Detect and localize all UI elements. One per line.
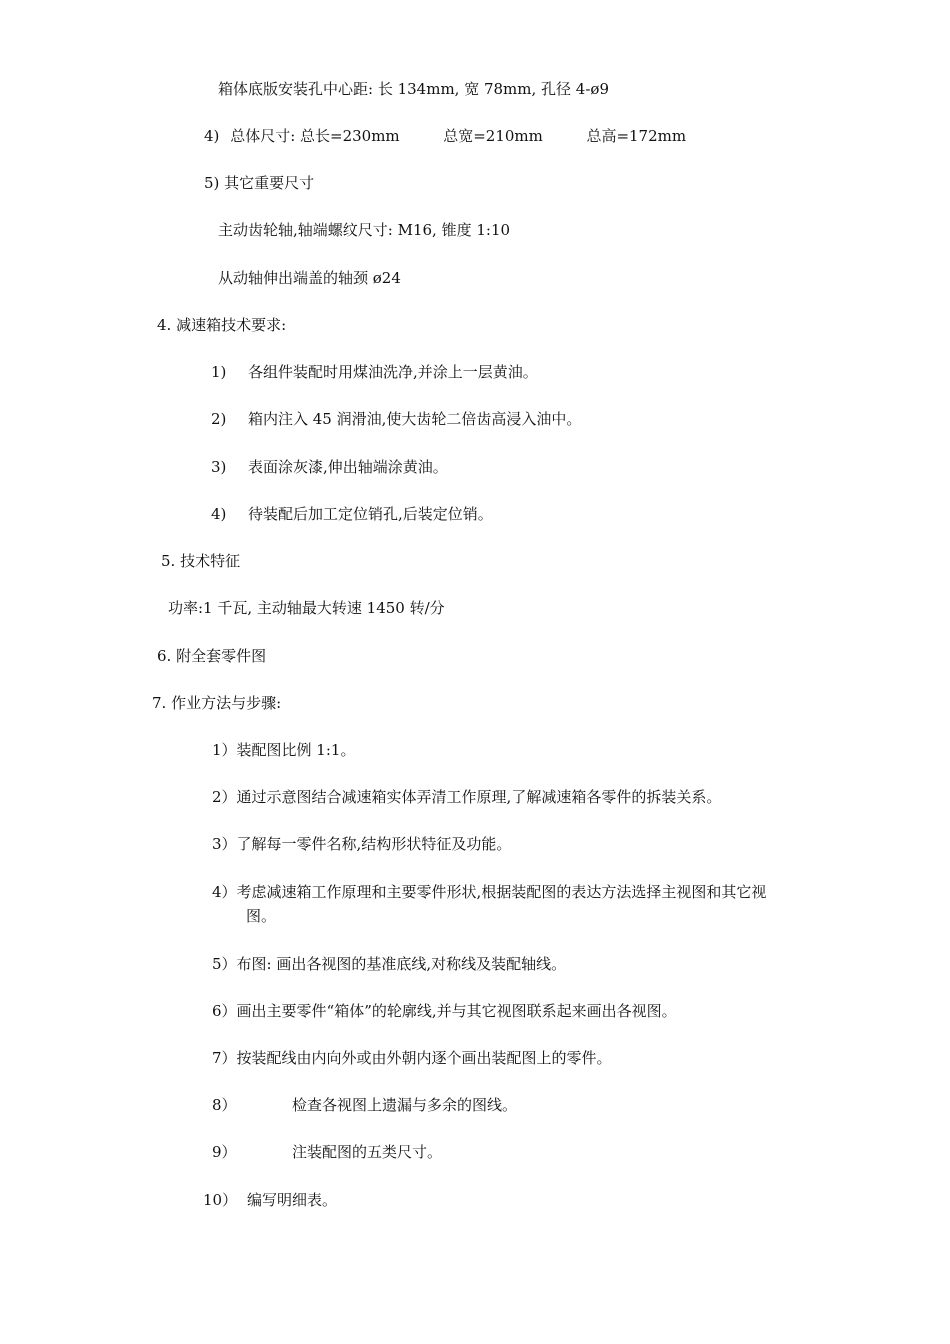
step-7: 7）按装配线由内向外或由外朝内逐个画出装配图上的零件。 (212, 1049, 612, 1067)
overall-height: 总高=172mm (586, 127, 687, 145)
step-3: 3）了解每一零件名称,结构形状特征及功能。 (212, 835, 512, 853)
tech-req-2-text: 箱内注入 45 润滑油,使大齿轮二倍齿高浸入油中。 (248, 410, 582, 428)
step-10-number: 10） (203, 1191, 238, 1209)
step-10-text: 编写明细表。 (247, 1191, 338, 1209)
tech-req-4-number: 4) (211, 505, 227, 523)
section-5-heading: 5. 技术特征 (161, 552, 241, 570)
step-2: 2）通过示意图结合减速箱实体弄清工作原理,了解减速箱各零件的拆装关系。 (212, 788, 722, 806)
overall-dimensions-line (204, 126, 686, 146)
tech-req-2-number: 2) (211, 410, 227, 428)
section-6-heading: 6. 附全套零件图 (157, 647, 267, 665)
overall-width: 总宽=210mm (443, 127, 543, 145)
tech-req-1-text: 各组件装配时用煤油洗净,并涂上一层黄油。 (248, 363, 538, 381)
step-1: 1）装配图比例 1:1。 (212, 741, 356, 759)
driving-gear-shaft-line: 主动齿轮轴,轴端螺纹尺寸: M16, 锥度 1:10 (218, 221, 511, 239)
tech-req-1-number: 1) (211, 363, 227, 381)
step-9-number: 9） (212, 1143, 237, 1161)
section-4-heading: 4. 减速箱技术要求: (157, 316, 287, 334)
step-5: 5）布图: 画出各视图的基准底线,对称线及装配轴线。 (212, 955, 567, 973)
technical-spec-line: 功率:1 千瓦, 主动轴最大转速 1450 转/分 (168, 599, 445, 617)
other-dimensions-heading: 5) 其它重要尺寸 (204, 174, 315, 192)
step-8-text: 检查各视图上遗漏与多余的图线。 (292, 1096, 518, 1114)
step-6: 6）画出主要零件“箱体”的轮廓线,并与其它视图联系起来画出各视图。 (212, 1002, 677, 1020)
tech-req-3-number: 3) (211, 458, 227, 476)
tech-req-4-text: 待装配后加工定位销孔,后装定位销。 (248, 505, 493, 523)
tech-req-3-text: 表面涂灰漆,伸出轴端涂黄油。 (248, 458, 448, 476)
step-4-continuation: 图。 (246, 907, 277, 925)
hole-center-distance-line: 箱体底版安装孔中心距: 长 134mm, 宽 78mm, 孔径 4-ø9 (218, 80, 609, 98)
step-9-text: 注装配图的五类尺寸。 (292, 1143, 443, 1161)
section-7-heading: 7. 作业方法与步骤: (152, 694, 282, 712)
step-4: 4）考虑减速箱工作原理和主要零件形状,根据装配图的表达方法选择主视图和其它视 (212, 883, 767, 901)
step-8-number: 8） (212, 1096, 237, 1114)
overall-length: 总体尺寸: 总长=230mm (230, 127, 400, 145)
driven-shaft-line: 从动轴伸出端盖的轴颈 ø24 (218, 269, 401, 287)
overall-dimensions-number: 4) (204, 127, 220, 145)
